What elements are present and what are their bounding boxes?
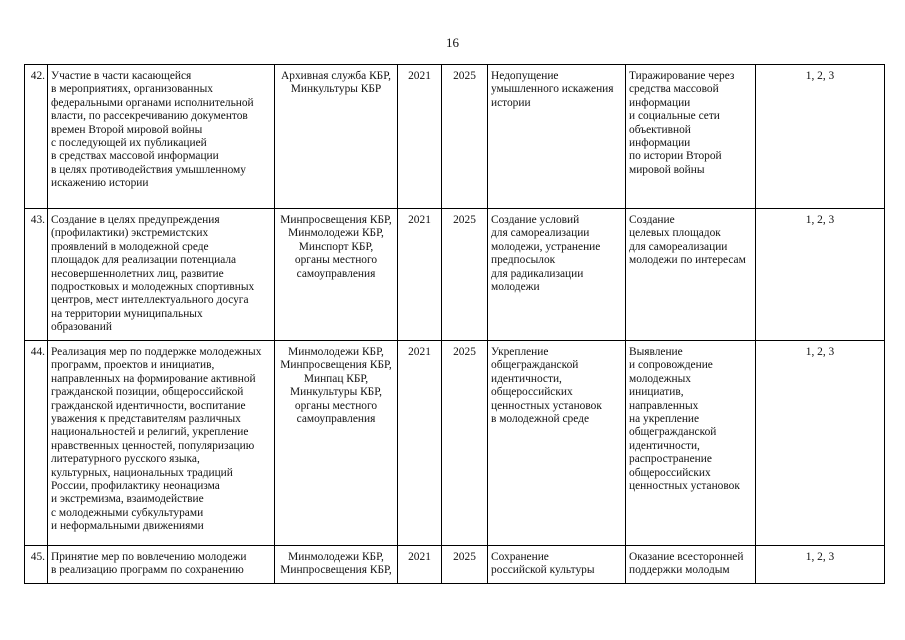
- measure-title-line: несовершеннолетних лиц, развитие: [51, 267, 224, 280]
- target-direction-line: объективной: [629, 123, 691, 136]
- executors-line: органы местного: [294, 399, 378, 412]
- expected-result-line: для самореализации: [491, 227, 590, 240]
- expected-result-line: умышленного искажения: [491, 83, 614, 96]
- expected-result-line: молодежи, устранение: [491, 240, 601, 253]
- target-direction-line: общероссийских: [629, 466, 711, 479]
- executors-line: Минкультуры КБР,: [290, 386, 382, 399]
- executors-line: Архивная служба КБР,: [281, 70, 391, 82]
- executors: [275, 65, 398, 209]
- measure-title-line: в средствах массовой информации: [51, 150, 219, 163]
- executors-line: Минпац КБР,: [303, 372, 369, 385]
- measure-title-line: с молодежными субкультурами: [51, 506, 204, 519]
- expected-result-line: в молодежной среде: [491, 413, 589, 426]
- executors-line: Минкультуры КБР: [290, 83, 382, 96]
- expected-result-line: ценностных установок: [491, 399, 602, 412]
- table-row: [25, 209, 885, 341]
- measure-title-line: в целях противодействия умышленному: [51, 163, 246, 176]
- executors-line: Минмолодежи КБР,: [288, 346, 384, 358]
- measure-title-line: (профилактики) экстремистских: [51, 227, 209, 240]
- table-row: [25, 65, 885, 209]
- table-body: [25, 65, 885, 584]
- table-row: [25, 546, 885, 584]
- target-direction-line: поддержки молодым: [629, 564, 730, 577]
- measure-title-line: образований: [51, 321, 112, 334]
- measure-title-line: искажению истории: [51, 177, 149, 190]
- target-direction-line: и сопровождение: [629, 359, 713, 372]
- expected-result: [488, 65, 626, 209]
- measure-title-line: направленных на формирование активной: [51, 372, 256, 385]
- target-direction-line: направленных: [629, 399, 699, 412]
- target-direction-line: по истории Второй: [629, 150, 722, 163]
- measure-title-line: Участие в части касающейся: [51, 70, 192, 82]
- expected-result-line: российской культуры: [491, 564, 595, 577]
- row-number: 43.: [25, 209, 48, 341]
- target-direction: [626, 209, 756, 341]
- year-start: 2021: [398, 341, 442, 546]
- executors-line: Минпросвещения КБР,: [280, 564, 392, 577]
- expected-result-line: общероссийских: [491, 386, 573, 399]
- measures-table: [24, 64, 885, 584]
- year-start: 2021: [398, 546, 442, 584]
- measure-title-line: Принятие мер по вовлечению молодежи: [51, 551, 247, 563]
- executors: [275, 341, 398, 546]
- row-number: 44.: [25, 341, 48, 546]
- target-direction-line: молодежных: [629, 372, 691, 385]
- target-direction-line: идентичности,: [629, 439, 700, 452]
- executors-line: Минпросвещения КБР,: [280, 214, 392, 226]
- measure-title-line: литературного русского языка,: [51, 453, 200, 466]
- target-direction-line: Оказание всесторонней: [629, 551, 744, 563]
- target-direction: [626, 341, 756, 546]
- measure-title-line: и неформальными движениями: [51, 520, 204, 533]
- measure-title-line: гражданской позиции, общероссийской: [51, 386, 244, 399]
- target-direction: [626, 65, 756, 209]
- executors: [275, 209, 398, 341]
- measure-title-line: в мероприятиях, организованных: [51, 83, 213, 96]
- row-number: 45.: [25, 546, 48, 584]
- executors-line: Минмолодежи КБР,: [288, 551, 384, 563]
- target-direction-line: целевых площадок: [629, 227, 721, 240]
- executors: [275, 546, 398, 584]
- indicators: 1, 2, 3: [756, 341, 885, 546]
- target-direction-line: Выявление: [629, 346, 683, 358]
- target-direction-line: Тиражирование через: [629, 70, 735, 82]
- executors-line: органы местного: [294, 254, 378, 267]
- indicators: 1, 2, 3: [756, 209, 885, 341]
- measure-title-line: центров, мест интеллектуального досуга: [51, 294, 249, 307]
- year-start: 2021: [398, 65, 442, 209]
- year-end: 2025: [442, 209, 488, 341]
- measure-title-line: программ, проектов и инициатив,: [51, 359, 215, 372]
- target-direction: [626, 546, 756, 584]
- measure-title-line: и экстремизма, взаимодействие: [51, 493, 204, 506]
- expected-result-line: Недопущение: [491, 70, 559, 82]
- executors-line: Минспорт КБР,: [298, 240, 374, 253]
- indicators: 1, 2, 3: [756, 546, 885, 584]
- target-direction-line: Создание: [629, 214, 675, 226]
- expected-result-line: общегражданской: [491, 359, 579, 372]
- measure-title-line: Создание в целях предупреждения: [51, 214, 220, 226]
- year-end: 2025: [442, 546, 488, 584]
- measure-title-line: Реализация мер по поддержке молодежных: [51, 346, 262, 358]
- expected-result: [488, 546, 626, 584]
- expected-result-line: предпосылок: [491, 254, 556, 267]
- expected-result-line: Создание условий: [491, 214, 580, 226]
- target-direction-line: ценностных установок: [629, 480, 740, 493]
- page-number: 16: [446, 35, 459, 50]
- measure-title-line: уважения к представителям различных: [51, 413, 241, 426]
- measure-title-line: гражданской идентичности, воспитание: [51, 399, 246, 412]
- year-start: 2021: [398, 209, 442, 341]
- row-number: 42.: [25, 65, 48, 209]
- executors-line: Минмолодежи КБР,: [288, 227, 384, 240]
- target-direction-line: молодежи по интересам: [629, 254, 746, 267]
- expected-result-line: истории: [491, 96, 531, 109]
- target-direction-line: и социальные сети: [629, 110, 720, 123]
- measure-title-line: России, профилактику неонацизма: [51, 480, 220, 493]
- target-direction-line: средства массовой: [629, 83, 719, 96]
- measure-title-line: подростковых и молодежных спортивных: [51, 281, 255, 294]
- expected-result-line: идентичности,: [491, 372, 562, 385]
- measure-title: [48, 65, 275, 209]
- target-direction-line: мировой войны: [629, 163, 705, 176]
- measure-title-line: проявлений в молодежной среде: [51, 240, 209, 253]
- target-direction-line: на укрепление: [629, 413, 700, 426]
- measure-title-line: на территории муниципальных: [51, 307, 203, 320]
- expected-result-line: для радикализации: [491, 267, 584, 280]
- table-row: [25, 341, 885, 546]
- executors-line: самоуправления: [296, 413, 376, 426]
- year-end: 2025: [442, 341, 488, 546]
- measure-title-line: в реализацию программ по сохранению: [51, 564, 244, 577]
- measure-title: [48, 546, 275, 584]
- measure-title-line: власти, по рассекречиванию документов: [51, 110, 248, 123]
- measure-title: [48, 209, 275, 341]
- expected-result-line: Сохранение: [491, 551, 549, 563]
- measure-title-line: национальностей и религий, укрепление: [51, 426, 249, 439]
- measure-title-line: площадок для реализации потенциала: [51, 254, 237, 267]
- target-direction-line: для самореализации: [629, 240, 728, 253]
- executors-line: Минпросвещения КБР,: [280, 359, 392, 372]
- measure-title-line: с последующей их публикацией: [51, 137, 207, 150]
- expected-result: [488, 209, 626, 341]
- indicators: 1, 2, 3: [756, 65, 885, 209]
- expected-result-line: Укрепление: [491, 346, 549, 358]
- target-direction-line: распространение: [629, 453, 712, 466]
- measure-title-line: нравственных ценностей, популяризацию: [51, 439, 255, 452]
- expected-result: [488, 341, 626, 546]
- measure-title-line: времен Второй мировой войны: [51, 123, 203, 136]
- measure-title-line: культурных, национальных традиций: [51, 466, 233, 479]
- target-direction-line: информации: [629, 96, 691, 109]
- measure-title-line: федеральными органами исполнительной: [51, 96, 254, 109]
- target-direction-line: общегражданской: [629, 426, 717, 439]
- target-direction-line: информации: [629, 137, 691, 150]
- executors-line: самоуправления: [296, 267, 376, 280]
- year-end: 2025: [442, 65, 488, 209]
- measure-title: [48, 341, 275, 546]
- expected-result-line: молодежи: [491, 281, 540, 294]
- target-direction-line: инициатив,: [629, 386, 684, 399]
